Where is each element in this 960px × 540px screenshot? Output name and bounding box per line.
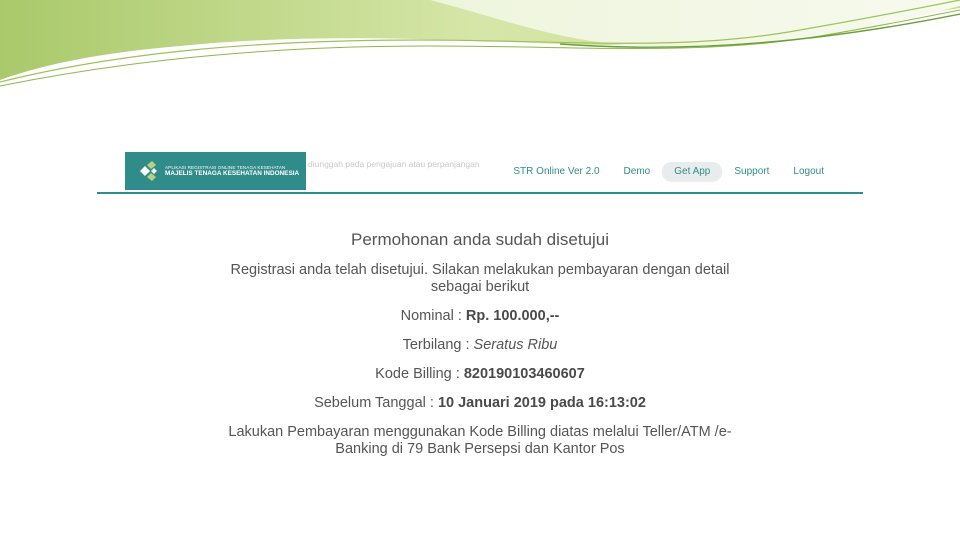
deadline-label: Sebelum Tanggal : (314, 395, 434, 411)
billing-code-label: Kode Billing : (375, 366, 460, 382)
nav-item-logout[interactable]: Logout (793, 166, 824, 177)
logo-subtitle: APLIKASI REGISTRASI ONLINE TENAGA KESEHATAN (165, 164, 286, 170)
terbilang-label: Terbilang : (402, 337, 470, 353)
slide-header-swoosh (0, 0, 960, 100)
payment-instruction: Lakukan Pembayaran menggunakan Kode Billing diatas melalui Teller/ATM /e-Banking di 79 Bank Persepsi dan Kantor Pos (228, 424, 732, 457)
nav-item-demo[interactable]: Demo (623, 166, 651, 177)
nav-item-support[interactable]: Support (734, 166, 770, 177)
deadline-row (97, 395, 863, 412)
billing-code-value: 820190103460607 (463, 366, 585, 382)
billing-code-row (97, 366, 863, 383)
terbilang-value: Seratus Ribu (473, 337, 558, 353)
nominal-value: Rp. 100.000,-- (465, 308, 560, 324)
nav-menu (501, 162, 836, 181)
nav-item-str-online[interactable]: STR Online Ver 2.0 (513, 166, 600, 177)
logo-title: MAJELIS TENAGA KESEHATAN INDONESIA (165, 169, 300, 177)
nominal-label: Nominal : (400, 308, 462, 324)
nominal-row (97, 308, 863, 325)
intro-text: Registrasi anda telah disetujui. Silakan melakukan pembayaran dengan detail sebagai berikut (230, 262, 730, 295)
app-screenshot (97, 150, 863, 470)
terbilang-row (97, 337, 863, 354)
logo-text (165, 165, 299, 178)
page-title: Permohonan anda sudah disetujui (350, 230, 610, 249)
navbar (97, 150, 863, 194)
deadline-value: 10 Januari 2019 pada 16:13:02 (437, 395, 646, 411)
logo-icon (137, 160, 159, 182)
nav-item-get-app[interactable]: Get App (662, 162, 722, 181)
background-text: diunggah pada pengajuan atau perpanjangan (308, 159, 480, 169)
approval-message (97, 230, 863, 470)
app-logo[interactable] (125, 152, 306, 190)
